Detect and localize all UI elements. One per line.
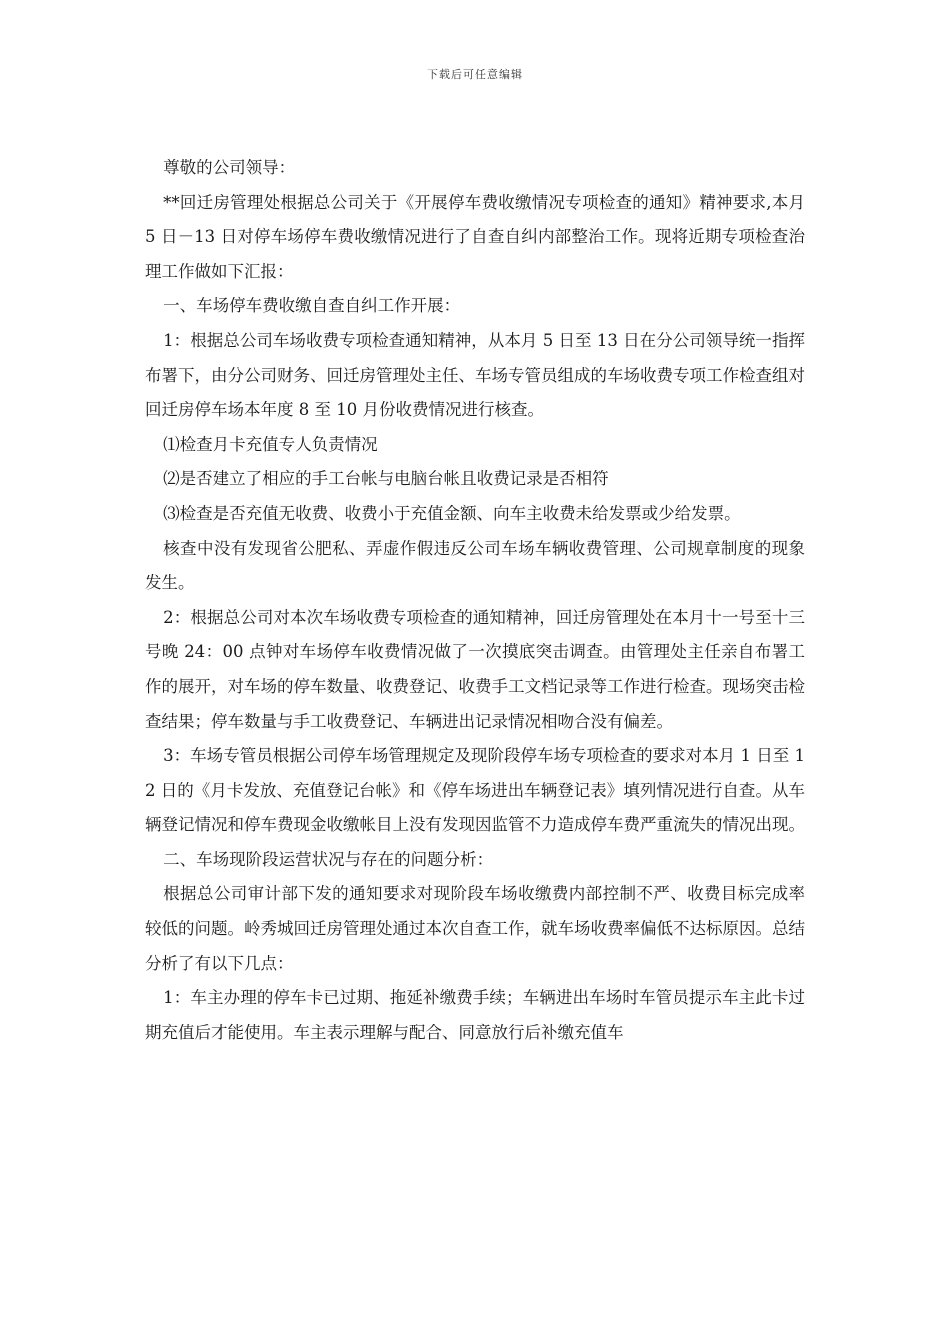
analysis-intro-paragraph: 根据总公司审计部下发的通知要求对现阶段车场收缴费内部控制不严、收费目标完成率较低的问题。岭秀城回迁房管理处通过本次自查工作，就车场收费率偏低不达标原因。总结分析了有以下几点： [145,884,805,973]
analysis-point-1: 1：车主办理的停车卡已过期、拖延补缴费手续；车辆进出车场时车管员提示车主此卡过期充值后才能使用。车主表示理解与配合、同意放行后补缴充值车 [145,988,805,1042]
intro-paragraph: **回迁房管理处根据总公司关于《开展停车费收缴情况专项检查的通知》精神要求,本月 5 日－13 日对停车场停车费收缴情况进行了自查自纠内部整治工作。现将近期专项检查治理工作做如下汇报： [145,192,805,281]
check-result-paragraph: 核查中没有发现省公肥私、弄虚作假违反公司车场车辆收费管理、公司规章制度的现象发生。 [145,538,805,593]
check-item-1: ⑴检查月卡充值专人负责情况 [163,434,378,454]
item-1-paragraph: 1：根据总公司车场收费专项检查通知精神，从本月 5 日至 13 日在分公司领导统一指挥布署下，由分公司财务、回迁房管理处主任、车场专管员组成的车场收费专项工作检查组对回迁房停车场本年度 8 至 10 月份收费情况进行核查。 [145,330,805,420]
document-body [145,151,805,1050]
item-2-paragraph: 2：根据总公司对本次车场收费专项检查的通知精神，回迁房管理处在本月十一号至十三号晚 24：00 点钟对车场停车收费情况做了一次摸底突击调查。由管理处主任亲自布署工作的展开，对车场的停车数量、收费登记、收费手工文档记录等工作进行检查。现场突击检查结果；停车数量与手工收费登记、车辆进出记录情况相吻合没有偏差。 [145,607,805,731]
section-heading-2: 二、车场现阶段运营状况与存在的问题分析： [163,849,494,869]
section-heading-1: 一、车场停车费收缴自查自纠工作开展： [163,296,461,316]
check-item-3: ⑶检查是否充值无收费、收费小于充值金额、向车主收费未给发票或少给发票。 [163,503,741,523]
item-3-paragraph: 3：车场专管员根据公司停车场管理规定及现阶段停车场专项检查的要求对本月 1 日至 12 日的《月卡发放、充值登记台帐》和《停车场进出车辆登记表》填列情况进行自查。从车辆登记情况和停车费现金收缴帐目上没有发现因监管不力造成停车费严重流失的情况出现。 [145,746,805,835]
check-item-2: ⑵是否建立了相应的手工台帐与电脑台帐且收费记录是否相符 [163,469,609,489]
salutation: 尊敬的公司领导： [163,158,296,177]
page-header-note: 下载后可任意编辑 [427,68,523,81]
